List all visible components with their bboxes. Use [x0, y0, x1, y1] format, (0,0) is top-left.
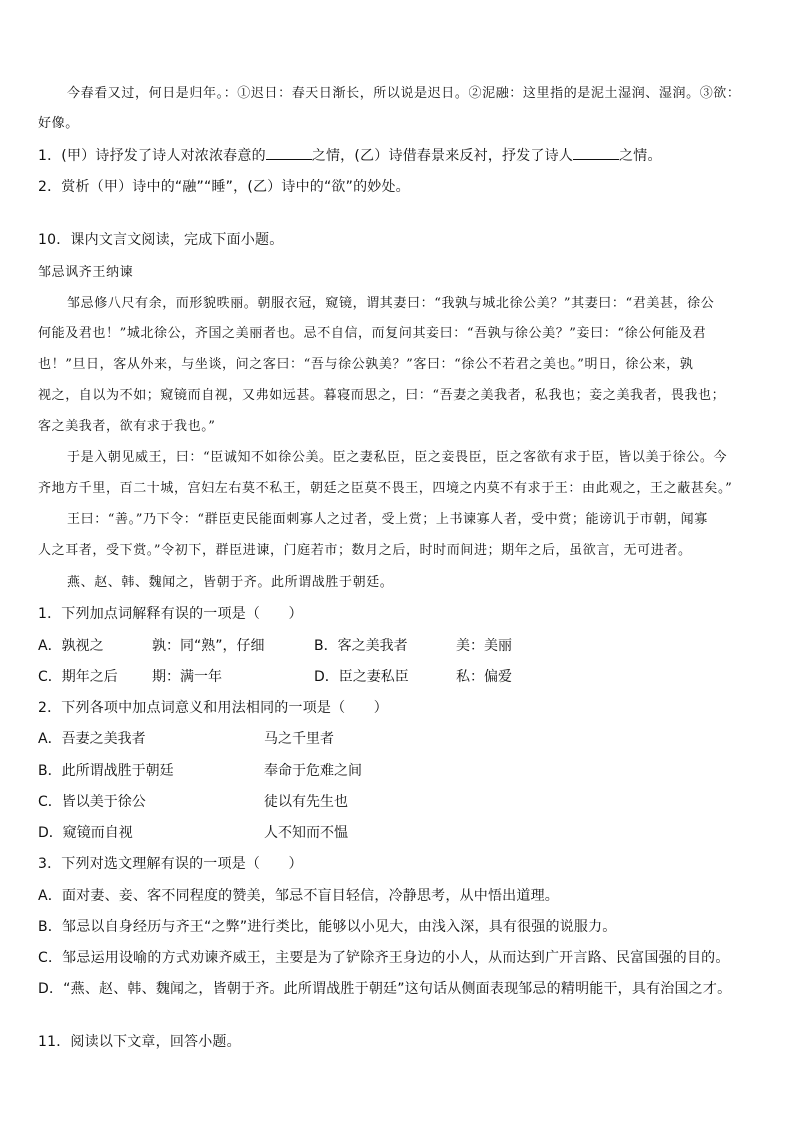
passage-line: 也！”旦日，客从外来，与坐谈，问之客曰：“吾与徐公孰美？”客曰：“徐公不若君之美也。”明日，徐公来，孰	[38, 357, 694, 372]
option-b-label[interactable]: B．客之美我者	[314, 638, 408, 654]
q9-sub1-prefix: 1．(甲）诗抒发了诗人对浓浓春意的	[38, 148, 266, 164]
option-c-explanation: 期：满一年	[152, 669, 222, 685]
option-d-label[interactable]: D．臣之妻私臣	[314, 669, 409, 685]
answer-blank[interactable]	[266, 147, 312, 160]
passage-line: 人之耳者，受下赏。”令初下，群臣进谏，门庭若市；数月之后，时时而间进；期年之后，虽欲言，无可进者。	[38, 543, 692, 558]
q9-subquestion-2: 2．赏析（甲）诗中的“融”“睡”，(乙）诗中的“欲”的妙处。	[38, 179, 410, 195]
option-d[interactable]: D．“燕、赵、韩、魏闻之，皆朝于齐。此所谓战胜于朝廷”这句话从侧面表现邹忌的精明能干，具有治国之才。	[38, 981, 732, 997]
q11-heading: 11．阅读以下文章，回答小题。	[38, 1034, 241, 1050]
option-b-explanation: 美：美丽	[456, 638, 512, 654]
option-c-label[interactable]: C．期年之后	[38, 669, 118, 685]
option-b-right: 奉命于危难之间	[264, 763, 362, 779]
passage-line: 于是入朝见威王，曰：“臣诚知不如徐公美。臣之妻私臣，臣之妾畏臣，臣之客欲有求于臣，皆以美于徐公。今	[67, 450, 728, 465]
option-c-right: 徒以有先生也	[264, 794, 348, 810]
option-a-explanation: 孰：同“熟”，仔细	[152, 638, 265, 654]
q9-sub1-suffix: 之情。	[619, 148, 662, 164]
poem-notes-line: 好像。	[38, 116, 79, 131]
passage-line: 客之美我者，欲有求于我也。”	[38, 419, 216, 434]
q9-sub1-mid: 之情，(乙）诗借春景来反衬，抒发了诗人	[311, 148, 574, 164]
subquestion-2-stem: 2．下列各项中加点词意义和用法相同的一项是（ ）	[38, 700, 388, 716]
q10-heading: 10．课内文言文阅读，完成下面小题。	[38, 232, 284, 248]
passage-line: 王曰：“善。”乃下令：“群臣吏民能面刺寡人之过者，受上赏；上书谏寡人者，受中赏；能谤讥于市朝，闻寡	[67, 512, 708, 527]
passage-line: 视之，自以为不如；窥镜而自视，又弗如远甚。暮寝而思之，曰：“吾妻之美我者，私我也；妾之美我者，畏我也；	[38, 388, 726, 403]
option-a-right: 马之千里者	[264, 731, 334, 747]
subquestion-1-stem: 1．下列加点词解释有误的一项是（ ）	[38, 606, 303, 622]
subquestion-3-stem: 3．下列对选文理解有误的一项是（ ）	[38, 856, 303, 872]
option-d-right: 人不知而不愠	[264, 825, 348, 841]
option-b[interactable]: B．邹忌以自身经历与齐王“之弊”进行类比，能够以小见大，由浅入深，具有很强的说服力。	[38, 919, 617, 935]
option-c[interactable]: C．邹忌运用设喻的方式劝谏齐威王，主要是为了铲除齐王身边的小人，从而达到广开言路、民富国强的目的。	[38, 950, 730, 966]
passage-line: 齐地方千里，百二十城，宫妇左右莫不私王，朝廷之臣莫不畏王，四境之内莫不有求于王：由此观之，王之蔽甚矣。”	[38, 481, 733, 496]
q9-subquestion-1	[38, 145, 662, 165]
poem-notes-line: 今春看又过，何日是归年。：①迟日：春天日渐长，所以说是迟日。②泥融：这里指的是泥土湿润、湿润。③欲：	[67, 86, 741, 101]
option-d-explanation: 私：偏爱	[456, 669, 512, 685]
passage-line: 燕、赵、韩、魏闻之，皆朝于齐。此所谓战胜于朝廷。	[67, 575, 394, 590]
passage-line: 邹忌修八尺有余，而形貌昳丽。朝服衣冠，窥镜，谓其妻曰：“我孰与城北徐公美？”其妻曰：“君美甚，徐公	[67, 296, 715, 311]
passage-title: 邹忌讽齐王纳谏	[38, 265, 134, 280]
passage-line: 何能及君也！”城北徐公，齐国之美丽者也。忌不自信，而复问其妾曰：“吾孰与徐公美？”妾曰：“徐公何能及君	[38, 326, 707, 341]
option-b-left[interactable]: B．此所谓战胜于朝廷	[38, 763, 174, 779]
option-a[interactable]: A．面对妻、妾、客不同程度的赞美，邹忌不盲目轻信，冷静思考，从中悟出道理。	[38, 888, 559, 904]
option-a-label[interactable]: A．孰视之	[38, 638, 104, 654]
option-c-left[interactable]: C．皆以美于徐公	[38, 794, 146, 810]
answer-blank[interactable]	[573, 147, 619, 160]
option-a-left[interactable]: A．吾妻之美我者	[38, 731, 146, 747]
option-d-left[interactable]: D．窥镜而自视	[38, 825, 133, 841]
